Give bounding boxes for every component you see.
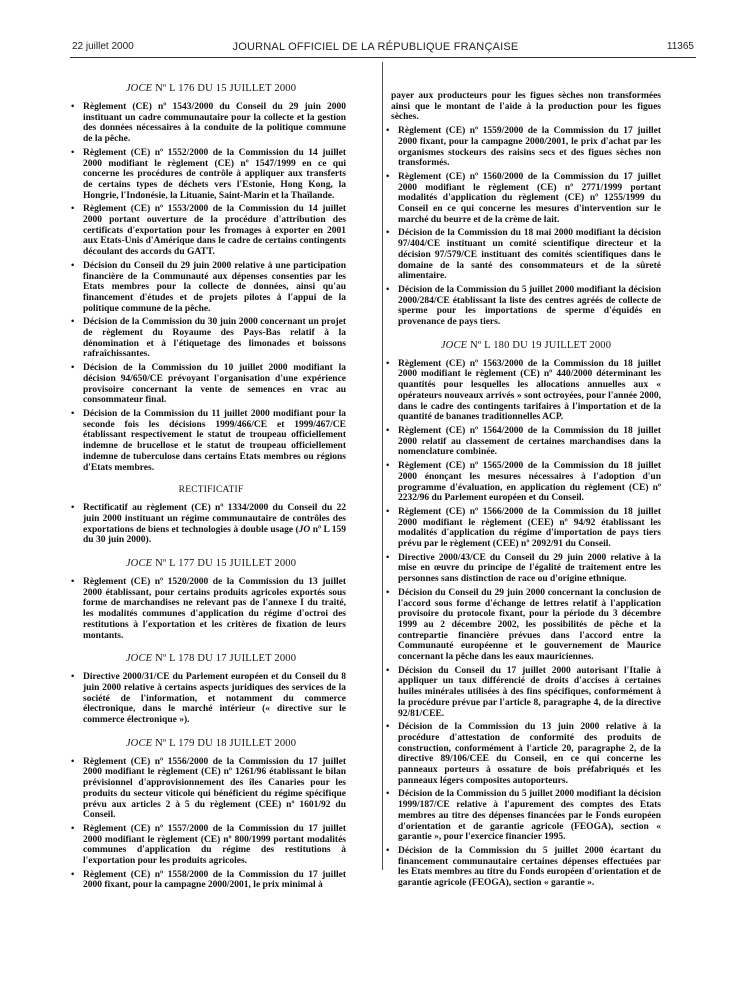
list-item xyxy=(386,665,661,720)
item-text: Règlement (CE) nº 1564/2000 de la Commission du 18 juillet 2000 relatif au classement de certaines marchandises dans la nomenclature combinée. xyxy=(398,425,661,458)
header-title: JOURNAL OFFICIEL DE LA RÉPUBLIQUE FRANÇAISE xyxy=(232,41,519,53)
bullet-icon: • xyxy=(71,204,75,215)
list-item xyxy=(71,577,346,641)
section-issue: Nº L 177 DU 15 JUILLET 2000 xyxy=(152,558,297,570)
list-item xyxy=(386,284,661,328)
column-divider xyxy=(382,62,383,870)
list-item xyxy=(71,317,346,360)
list-item xyxy=(386,425,661,458)
item-text: Règlement (CE) nº 1559/2000 de la Commission du 17 juillet 2000 fixant, pour la campagne 2000/2001, le prix d'achat par les organismes stockeurs des raisins secs et des figues sèches non transformés. xyxy=(398,126,661,169)
bullet-icon: • xyxy=(71,363,75,374)
section-prefix: JOCE xyxy=(125,83,153,94)
list-item xyxy=(71,147,346,202)
section-prefix: JOCE xyxy=(440,339,468,351)
list-item xyxy=(386,789,661,843)
bullet-icon: • xyxy=(386,846,390,856)
section-issue: Nº L 180 DU 19 JUILLET 2000 xyxy=(467,339,612,351)
section-heading xyxy=(76,738,346,749)
item-text: Règlement (CE) nº 1563/2000 de la Commission du 18 juillet 2000 modifiant le règlement (CE) nº 440/2000 déterminant les quantités pour lesquelles les allocations annuelles aux « opérateurs nouveaux arrivés » sont octroyées, pour l'année 2000, dans le cadre des contingents tarifaires à l'importation et de la quantité de bananes traditionnelles ACP. xyxy=(398,358,661,423)
list-item xyxy=(386,126,661,169)
bullet-icon: • xyxy=(71,260,75,271)
item-text: Décision de la Commission du 13 juin 2000 relative à la procédure d'attestation de conformité des produits de construction, conformément à l'article 20, paragraphe 2, de la directive 89/106/CEE du Conseil, en ce qui concerne les panneaux porteurs à ossature de bois préfabriqués et les panneaux légers composites autoporteurs. xyxy=(398,722,661,786)
section-prefix: JOCE xyxy=(125,653,153,665)
list-item-continued xyxy=(391,91,661,123)
item-text: Directive 2000/43/CE du Conseil du 29 juin 2000 relative à la mise en œuvre du principe de l'égalité de traitement entre les personnes sans distinction de race ou d'origine ethnique. xyxy=(398,552,661,585)
bullet-icon: • xyxy=(386,284,390,295)
list-item xyxy=(71,672,346,726)
item-text: Décision de la Commission du 10 juillet 2000 modifiant la décision 94/650/CE prévoyant l'organisation d'une expérience provisoire concernant la vente de semences en vrac au consommateur final. xyxy=(83,363,346,406)
bullet-icon: • xyxy=(71,408,75,419)
bullet-icon: • xyxy=(386,722,390,733)
header-page-number: 11365 xyxy=(666,41,694,52)
bullet-icon: • xyxy=(71,102,75,112)
left-column xyxy=(71,83,347,894)
item-text: Rectificatif au règlement (CE) nº 1334/2000 du Conseil du 22 juin 2000 instituant un régime communautaire de contrôles des exportations de biens et technologies à double usage ( xyxy=(83,503,346,535)
subheading: RECTIFICATIF xyxy=(178,485,244,496)
list-item xyxy=(71,756,346,821)
bullet-icon: • xyxy=(386,228,390,239)
bullet-icon: • xyxy=(386,461,390,472)
list-item xyxy=(386,461,661,504)
item-text-tail: nº L 159 du 30 juin 2000). xyxy=(83,524,347,546)
header-rule xyxy=(70,57,696,58)
item-text: Règlement (CE) nº 1552/2000 de la Commission du 14 juillet 2000 modifiant le règlement (CE) nº 1547/1999 en ce qui concerne les procédures de contrôle à appliquer aux transferts de certains types de déchets vers l'Estonie, Hong Kong, la Hongrie, l'Indonésie, la Lituanie, Saint-Marin et la Thaïlande. xyxy=(83,147,346,201)
item-text: Directive 2000/31/CE du Parlement européen et du Conseil du 8 juin 2000 relative à certains aspects juridiques des services de la société de l'information, et notamment du commerce électronique, dans le marché intérieur (« directive sur le commerce électronique »). xyxy=(83,672,346,726)
bullet-icon: • xyxy=(386,126,390,137)
list-item xyxy=(71,102,346,145)
list-item xyxy=(71,869,346,891)
item-text: Décision du Conseil du 29 juin 2000 relative à une participation financière de la Communauté aux dépenses consenties par les Etats membres pour la collecte de données, ainsi qu'au financement d'études et de projets pilotes à l'appui de la politique commune de la pêche. xyxy=(83,260,346,314)
list-item xyxy=(386,587,661,663)
bullet-icon: • xyxy=(386,506,390,517)
list-item xyxy=(386,722,661,786)
section-heading xyxy=(76,83,346,94)
section-issue: Nº L 179 DU 18 JUILLET 2000 xyxy=(152,737,297,749)
list-item xyxy=(71,363,346,406)
list-item xyxy=(386,552,661,585)
bullet-icon: • xyxy=(71,823,75,834)
item-text: Règlement (CE) nº 1553/2000 de la Commission du 14 juillet 2000 portant ouverture de la procédure d'attribution des certificats d'exportation pour les fromages à exporter en 2001 aux Etats-Unis d'Amérique dans le cadre de certains contingents découlant des accords du GATT. xyxy=(83,204,346,258)
section-heading xyxy=(391,340,661,351)
list-item xyxy=(386,171,661,226)
item-text: Décision de la Commission du 5 juillet 2000 écartant du financement communautaire certaines dépenses effectuées par les Etats membres au titre du Fonds européen d'orientation et de garantie agricole (FEOGA), section « garantie ». xyxy=(398,846,661,889)
item-text: Décision de la Commission du 18 mai 2000 modifiant la décision 97/404/CE instituant un comité scientifique directeur et la décision 97/579/CE instituant des comités scientifiques dans le domaine de la santé des consommateurs et de la sûreté alimentaire. xyxy=(398,228,661,282)
section-issue: Nº L 176 DU 15 JUILLET 2000 xyxy=(152,83,297,94)
bullet-icon: • xyxy=(71,869,75,880)
list-item xyxy=(71,408,346,473)
item-text: Règlement (CE) nº 1560/2000 de la Commission du 17 juillet 2000 modifiant le règlement (CE) nº 2771/1999 portant modalités d'application du règlement (CE) nº 1255/1999 du Conseil en ce qui concerne les mesures d'intervention sur le marché du beurre et de la crème de lait. xyxy=(398,171,661,225)
item-text: Décision de la Commission du 5 juillet 2000 modifiant la décision 2000/284/CE établissant la liste des centres agréés de collecte de sperme pour les importations de sperme d'équidés en provenance de pays tiers. xyxy=(398,284,661,328)
bullet-icon: • xyxy=(71,317,75,328)
list-item xyxy=(386,846,661,889)
item-text: Règlement (CE) nº 1558/2000 de la Commission du 17 juillet 2000 fixant, pour la campagne 2000/2001, le prix minimal à xyxy=(83,869,346,891)
list-item xyxy=(71,260,346,315)
item-text: Règlement (CE) nº 1565/2000 de la Commission du 18 juillet 2000 énonçant les mesures nécessaires à l'adoption d'un programme d'évaluation, en application du règlement (CE) nº 2232/96 du Parlement européen et du Conseil. xyxy=(398,461,661,504)
section-heading xyxy=(76,653,346,664)
item-text: payer aux producteurs pour les figues sèches non transformées ainsi que le montant de l'aide à la production pour les figues sèches. xyxy=(391,91,661,123)
list-item xyxy=(386,358,661,423)
bullet-icon: • xyxy=(386,171,390,182)
bullet-icon: • xyxy=(71,577,75,588)
header-date: 22 juillet 2000 xyxy=(72,41,134,52)
bullet-icon: • xyxy=(386,665,390,676)
bullet-icon: • xyxy=(71,503,75,514)
item-text: Règlement (CE) nº 1556/2000 de la Commission du 17 juillet 2000 modifiant le règlement (CE) nº 1261/96 établissant le bilan prévisionnel d'approvisionnement des îles Canaries pour les produits du secteur viticole qui bénéficient du régime spécifique prévu aux articles 2 à 5 du règlement (CEE) nº 1601/92 du Conseil. xyxy=(83,756,346,821)
bullet-icon: • xyxy=(386,425,390,436)
list-item xyxy=(386,228,661,282)
bullet-icon: • xyxy=(386,789,390,800)
item-text: Décision de la Commission du 11 juillet 2000 modifiant pour la seconde fois les décisions 1999/466/CE et 1999/467/CE établissant respectivement le statut de troupeau officiellement indemne de brucellose et le statut de troupeau officiellement indemne de tuberculose dans certains Etats membres ou régions d'Etats membres. xyxy=(83,408,346,473)
bullet-icon: • xyxy=(386,358,390,369)
item-text: Règlement (CE) nº 1520/2000 de la Commission du 13 juillet 2000 établissant, pour certains produits agricoles exportés sous forme de marchandises ne relevant pas de l'annexe I du traité, les modalités communes d'application du régime d'octroi des restitutions à l'exportation et les critères de fixation de leurs montants. xyxy=(83,577,346,641)
section-heading xyxy=(76,558,346,569)
item-text: Règlement (CE) nº 1557/2000 de la Commission du 17 juillet 2000 modifiant le règlement (CE) nº 800/1999 portant modalités communes d'application du régime des restitutions à l'exportation pour les produits agricoles. xyxy=(83,823,346,867)
bullet-icon: • xyxy=(386,587,390,598)
item-text: Règlement (CE) nº 1543/2000 du Conseil du 29 juin 2000 instituant un cadre communautaire pour la collecte et la gestion des données nécessaires à la conduite de la politique commune de la pêche. xyxy=(83,102,346,145)
bullet-icon: • xyxy=(71,756,75,767)
list-item xyxy=(386,506,661,550)
section-prefix: JOCE xyxy=(125,737,153,749)
item-text: Décision de la Commission du 30 juin 2000 concernant un projet de règlement du Royaume des Pays-Bas relatif à la dénomination et à l'étiquetage des limonades et boissons rafraîchissantes. xyxy=(83,317,346,360)
right-column xyxy=(386,91,661,892)
bullet-icon: • xyxy=(71,672,75,683)
item-text: Décision du Conseil du 29 juin 2000 concernant la conclusion de l'accord sous forme d'échange de lettres relatif à l'application provisoire du protocole fixant, pour la période du 3 décembre 1999 au 2 décembre 2002, les possibilités de pêche et la contrepartie financière prévues dans l'accord entre la Communauté européenne et le gouvernement de Maurice concernant la pêche dans les eaux mauriciennes. xyxy=(398,587,661,663)
item-text: Décision du Conseil du 17 juillet 2000 autorisant l'Italie à appliquer un taux différencié de droits d'accises à certaines huiles minérales utilisées à des fins spécifiques, conformément à la procédure prévue par l'article 8, paragraphe 4, de la directive 92/81/CEE. xyxy=(398,665,661,719)
section-prefix: JOCE xyxy=(125,558,153,570)
item-text: Décision de la Commission du 5 juillet 2000 modifiant la décision 1999/187/CE relative à l'apurement des comptes des Etats membres au titre des dépenses financées par le Fonds européen d'orientation et de garantie agricole (FEOGA), section « garantie », pour l'exercice financier 1995. xyxy=(398,789,661,843)
item-text: Règlement (CE) nº 1566/2000 de la Commission du 18 juillet 2000 modifiant le règlement (CEE) nº 94/92 établissant les modalités d'application du régime d'importation de pays tiers prévu par le règlement (CEE) nº 2092/91 du Conseil. xyxy=(398,506,661,550)
bullet-icon: • xyxy=(71,147,75,158)
list-item xyxy=(71,204,346,258)
item-italic: JO xyxy=(298,524,311,535)
list-item xyxy=(71,823,346,867)
bullet-icon: • xyxy=(386,552,390,563)
section-issue: Nº L 178 DU 17 JUILLET 2000 xyxy=(152,653,297,665)
list-item xyxy=(71,503,347,546)
